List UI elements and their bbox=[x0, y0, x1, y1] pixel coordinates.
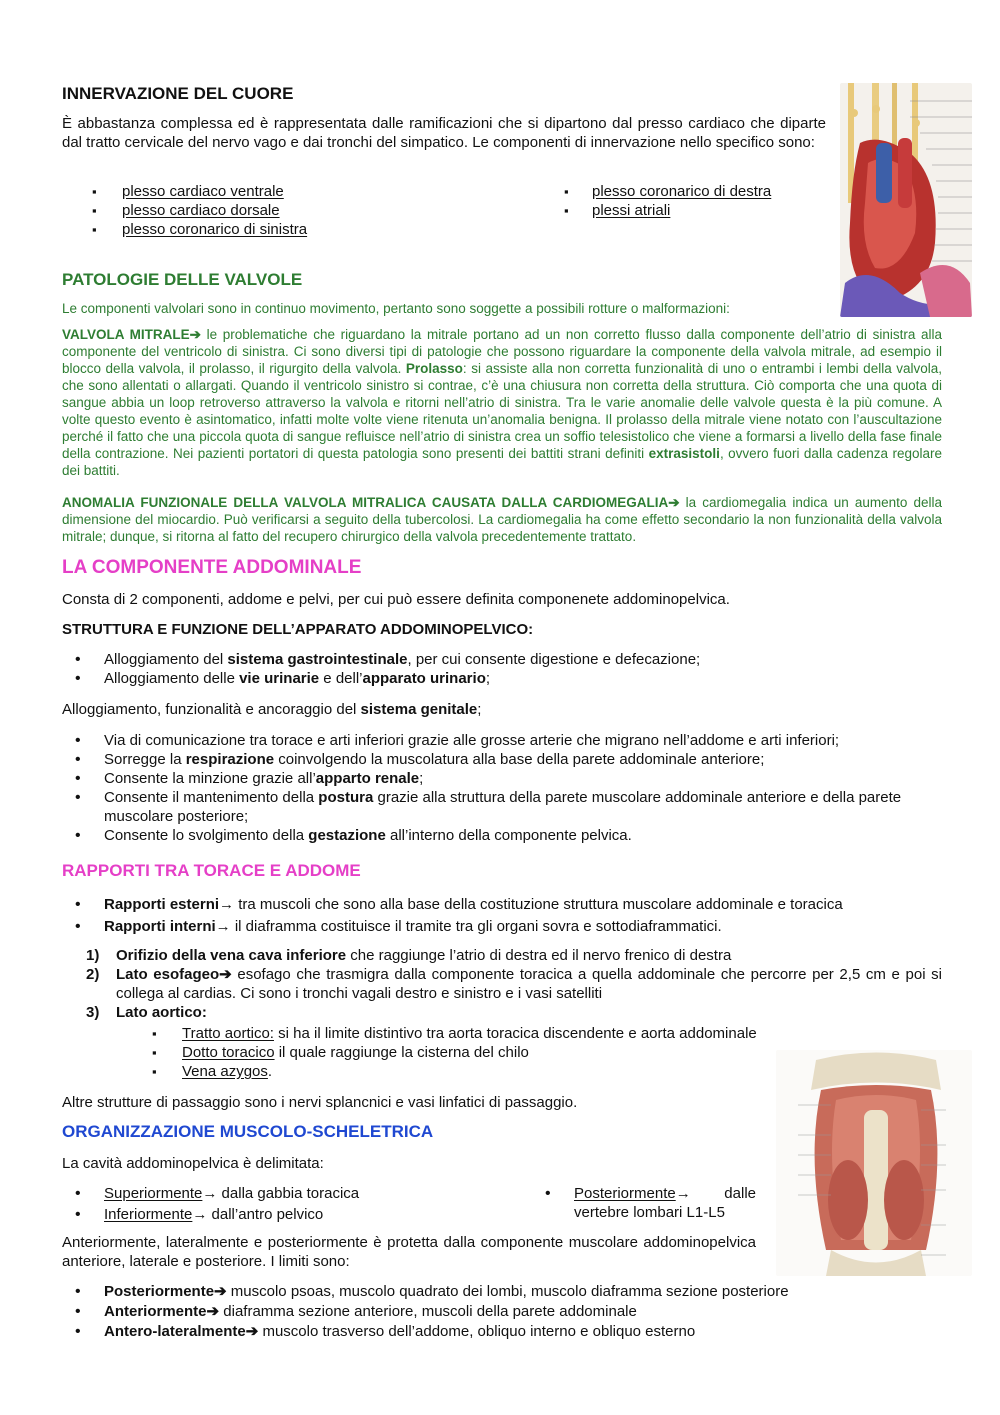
list-item: • Alloggiamento del sistema gastrointestinale, per cui consente digestione e defecazione; bbox=[62, 650, 942, 669]
list-item: • Inferiormente→ dall’antro pelvico bbox=[62, 1205, 502, 1224]
limiti-list bbox=[62, 1282, 942, 1341]
addominale-title: LA COMPONENTE ADDOMINALE bbox=[62, 557, 362, 578]
list-item: ▪ plesso coronarico di destra bbox=[564, 182, 834, 201]
list-item: ▪ Vena azygos. bbox=[122, 1062, 842, 1081]
list-item: 2) Lato esofageo➔ esofago che trasmigra dalla componente toracica a quella addominale che percorre per 2,5 cm e poi si collega al cardias. Ci sono i tronchi vagali destro e sinistro e i vasi satelliti bbox=[86, 966, 943, 1002]
list-item: • Posteriormente➔ muscolo psoas, muscolo quadrato dei lombi, muscolo diaframma sezione posteriore bbox=[62, 1282, 942, 1301]
list-item: ▪ plesso cardiaco ventrale bbox=[62, 182, 532, 201]
innervazione-list-right bbox=[564, 182, 834, 220]
list-item: ▪ Tratto aortico: si ha il limite distintivo tra aorta toracica discendente e aorta addominale bbox=[122, 1024, 842, 1043]
list-item: 3) Lato aortico: bbox=[86, 1004, 207, 1021]
valvola-mitrale-paragraph: VALVOLA MITRALE➔ le problematiche che riguardano la mitrale portano ad un non corretto flusso dalla componente dell’atrio di sinistra alla componente del ventricolo di sinistra. Ci sono diversi tipi di patologie che possono riguardare la componente della valvola mitrale, ad esempio il blocco della valvola, il prolasso, il rigurgito della valvola. Prolasso: si assiste alla non corretta funzionalità di uno o entrambi i lembi della valvola, che sono allentati o allargati. Quando il ventricolo sinistro si contrae, c’è una chiusura non corretta della struttura. Ciò comporta che una quota di sangue abbia un loop retroverso attraverso la valvola e ritorni nell’atrio di sinistra. Tra le varie anomalie delle valvole questa è la più comune. A volte questo evento è asintomatico, infatti molte volte viene ritenuta un’anomalia benigna. Il prolasso della mitrale viene notato con l’auscultazione perché il fatto che una piccola quota di sangue refluisce nell’atrio di sinistra crea un soffio telesistolico che viene a formarsi a livello della fase finale della contrazione. Nei pazienti portatori di questa patologia sono presenti dei battiti strani definiti extrasistoli, ovvero fuori dalla cadenza regolare dei battiti. bbox=[62, 327, 943, 478]
delimitazione-list-right bbox=[532, 1184, 756, 1222]
rapporti-title: RAPPORTI TRA TORACE E ADDOME bbox=[62, 861, 361, 880]
patologie-intro: Le componenti valvolari sono in continuo movimento, pertanto sono soggette a possibili rotture o malformazioni: bbox=[62, 301, 730, 316]
rapporti-list bbox=[62, 895, 942, 936]
list-item: • Consente lo svolgimento della gestazione all’interno della componente pelvica. bbox=[62, 826, 942, 845]
list-item: • Via di comunicazione tra torace e arti inferiori grazie alle grosse arterie che migrano nell’addome e arti inferiori; bbox=[62, 731, 942, 750]
list-item: ▪ plessi atriali bbox=[564, 201, 834, 220]
heart-innervation-illustration bbox=[840, 83, 972, 317]
struttura-list-1 bbox=[62, 650, 942, 688]
list-item: • Antero-lateralmente➔ muscolo trasverso dell’addome, obliquo interno e obliquo esterno bbox=[62, 1322, 942, 1341]
list-item: • Consente la minzione grazie all’apparto renale; bbox=[62, 769, 942, 788]
struttura-title: STRUTTURA E FUNZIONE DELL’APPARATO ADDOMINOPELVICO: bbox=[62, 621, 534, 638]
list-item: • Alloggiamento delle vie urinarie e dell’apparato urinario; bbox=[62, 669, 942, 688]
innervazione-title: INNERVAZIONE DEL CUORE bbox=[62, 84, 294, 103]
list-item: 1) Orifizio della vena cava inferiore che raggiunge l’atrio di destra ed il nervo frenico di destra bbox=[86, 947, 732, 964]
organizzazione-paragraph: Anteriormente, lateralmente e posteriormente è protetta dalla componente muscolare addominopelvica anteriore, laterale e posteriore. I limiti sono: bbox=[62, 1234, 756, 1270]
list-item: ▪ plesso coronarico di sinistra bbox=[62, 220, 532, 239]
list-item: • Anteriormente➔ diaframma sezione anteriore, muscoli della parete addominale bbox=[62, 1302, 942, 1321]
abdominal-muscles-illustration bbox=[776, 1050, 972, 1276]
diaframma-orifizi-list bbox=[62, 946, 942, 1022]
list-item: • Consente il mantenimento della postura grazie alla struttura della parete muscolare addominale anteriore e della parete muscolare posteriore; bbox=[62, 788, 942, 826]
list-item: • Rapporti interni→ il diaframma costituisce il tramite tra gli organi sovra e sottodiaframmatici. bbox=[62, 917, 942, 936]
struttura-list-2 bbox=[62, 731, 942, 845]
list-item: • Rapporti esterni→ tra muscoli che sono alla base della costituzione struttura muscolare addominale e toracica bbox=[62, 895, 942, 914]
lato-aortico-list bbox=[122, 1024, 842, 1081]
delimitazione-list-left bbox=[62, 1184, 502, 1224]
innervazione-list-left bbox=[62, 182, 532, 239]
list-item: • Sorregge la respirazione coinvolgendo la muscolatura alla base della parete addominale anteriore; bbox=[62, 750, 942, 769]
patologie-title: PATOLOGIE DELLE VALVOLE bbox=[62, 270, 303, 289]
list-item: ▪ plesso cardiaco dorsale bbox=[62, 201, 532, 220]
list-item: • Superiormente→ dalla gabbia toracica bbox=[62, 1184, 502, 1203]
organizzazione-title: ORGANIZZAZIONE MUSCOLO-SCHELETRICA bbox=[62, 1122, 434, 1141]
altre-strutture: Altre strutture di passaggio sono i nervi splancnici e vasi linfatici di passaggio. bbox=[62, 1094, 578, 1111]
innervazione-body: È abbastanza complessa ed è rappresentata dalle ramificazioni che si dipartono dal presso cardiaco che diparte dal tratto cervicale del nervo vago e dai tronchi del simpatico. Le componenti di innervazione nello specifico sono: bbox=[62, 115, 826, 151]
list-item: • Posteriormente→ dalle vertebre lombari L1-L5 bbox=[532, 1184, 756, 1222]
genitale-line: Alloggiamento, funzionalità e ancoraggio del sistema genitale; bbox=[62, 701, 482, 718]
organizzazione-intro: La cavità addominopelvica è delimitata: bbox=[62, 1155, 324, 1172]
addominale-intro: Consta di 2 componenti, addome e pelvi, per cui può essere definita componenete addominopelvica. bbox=[62, 591, 730, 608]
list-item: ▪ Dotto toracico il quale raggiunge la cisterna del chilo bbox=[122, 1043, 842, 1062]
anomalia-paragraph: ANOMALIA FUNZIONALE DELLA VALVOLA MITRALICA CAUSATA DALLA CARDIOMEGALIA➔ la cardiomegalia indica un aumento della dimensione del miocardio. Può verificarsi a seguito della tubercolosi. La cardiomegalia ha come effetto secondario la non funzionalità della valvola mitrale; dunque, si ritorna al fatto del recupero chirurgico della valvola precedentemente trattato. bbox=[62, 495, 942, 544]
